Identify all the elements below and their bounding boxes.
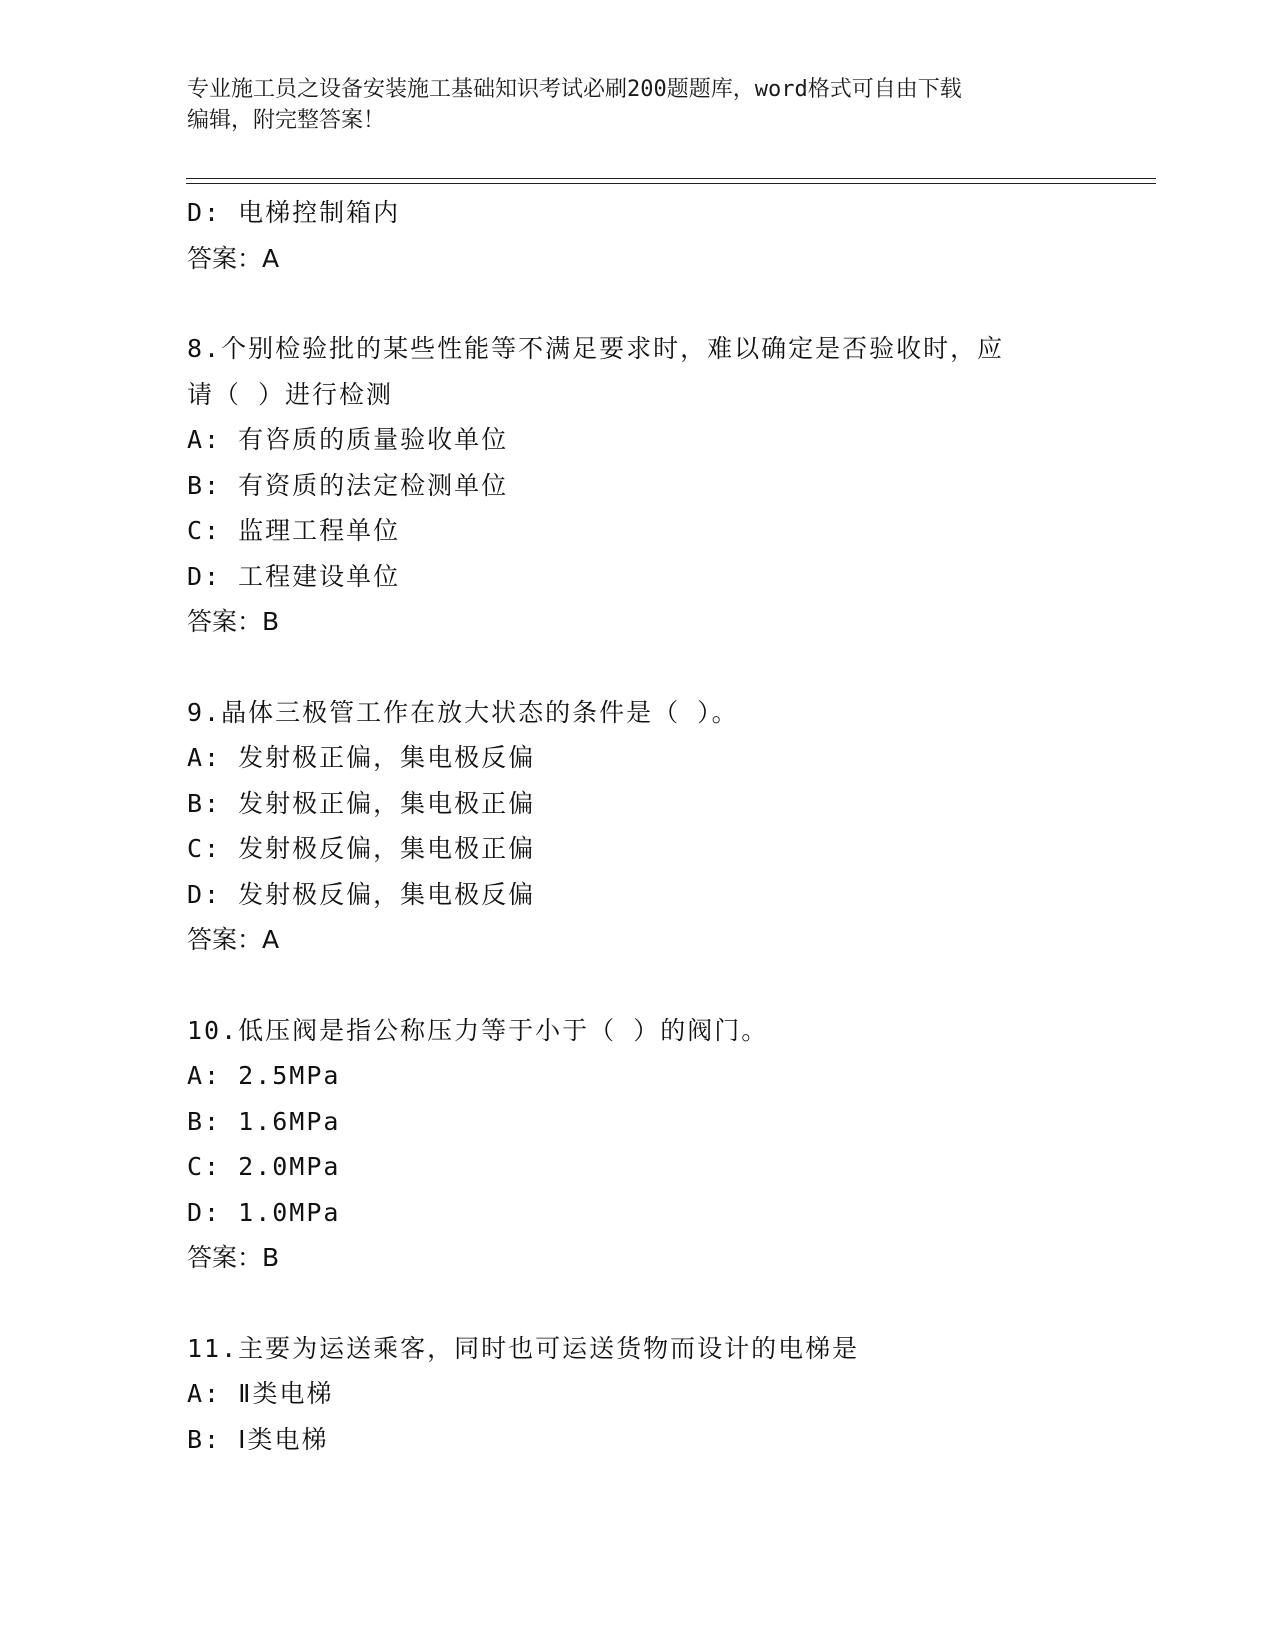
answer: 答案：A — [187, 925, 280, 954]
question-stem: 9.晶体三极管工作在放大状态的条件是（ ）。 — [187, 697, 739, 727]
header-line-1: 专业施工员之设备安装施工基础知识考试必刷200题题库，word格式可自由下载 — [187, 77, 962, 102]
spacer — [187, 1281, 1087, 1326]
option-c: C: 发射极反偏，集电极正偏 — [187, 834, 536, 863]
option-c: C: 2.0MPa — [187, 1152, 341, 1181]
option-d: D: 1.0MPa — [187, 1197, 341, 1227]
page-header — [187, 74, 1087, 136]
continued-answer: 答案：A — [187, 243, 280, 273]
spacer — [187, 281, 1087, 326]
header-line-2: 编辑，附完整答案！ — [187, 108, 386, 133]
option-b: B: 发射极正偏，集电极正偏 — [187, 788, 536, 818]
question-stem: 8.个别检验批的某些性能等不满足要求时，难以确定是否验收时，应 — [187, 334, 1005, 363]
option-d: D: 工程建设单位 — [187, 561, 401, 591]
answer: 答案：B — [187, 1243, 280, 1272]
question-stem: 10.低压阀是指公称压力等于小于（ ）的阀门。 — [187, 1015, 769, 1045]
question-9 — [187, 690, 1087, 963]
option-b: B: 1.6MPa — [187, 1106, 341, 1136]
continued-option-d: D: 电梯控制箱内 — [187, 198, 401, 227]
option-a: A: Ⅱ类电梯 — [187, 1379, 334, 1408]
option-b: B: Ⅰ类电梯 — [187, 1424, 329, 1454]
question-content — [187, 190, 1087, 1462]
question-11 — [187, 1326, 1087, 1463]
option-d: D: 发射极反偏，集电极反偏 — [187, 879, 536, 909]
option-a: A: 2.5MPa — [187, 1061, 341, 1090]
question-stem-continued: 请（ ）进行检测 — [187, 379, 394, 409]
question-10 — [187, 1008, 1087, 1281]
option-a: A: 有咨质的质量验收单位 — [187, 425, 509, 454]
option-b: B: 有资质的法定检测单位 — [187, 470, 509, 500]
option-a: A: 发射极正偏，集电极反偏 — [187, 743, 536, 772]
spacer — [187, 963, 1087, 1008]
header-divider-top — [186, 178, 1156, 179]
spacer — [187, 645, 1087, 690]
question-8 — [187, 326, 1087, 645]
option-c: C: 监理工程单位 — [187, 516, 401, 545]
question-stem: 11.主要为运送乘客，同时也可运送货物而设计的电梯是 — [187, 1333, 860, 1363]
header-divider-bottom — [186, 183, 1156, 184]
answer: 答案：B — [187, 607, 280, 636]
